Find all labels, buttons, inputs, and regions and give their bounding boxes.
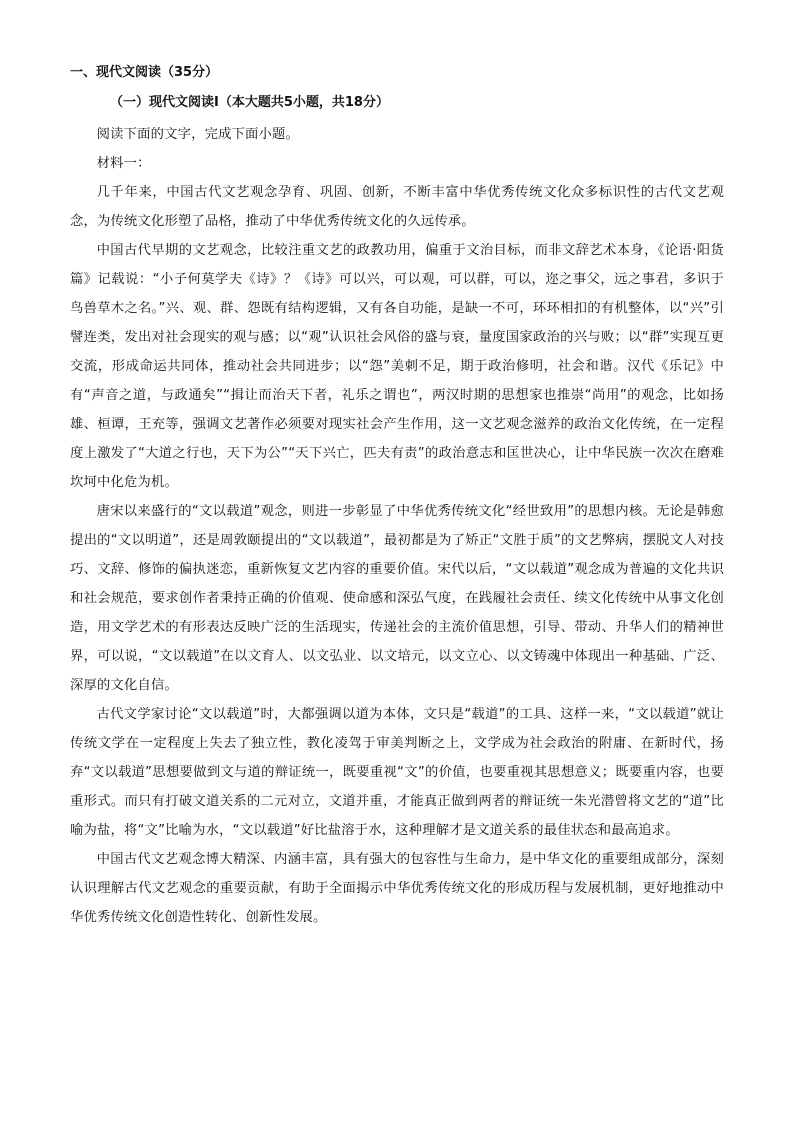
paragraph: 几千年来，中国古代文艺观念孕育、巩固、创新，不断丰富中华优秀传统文化众多标识性的古代文艺观念，为传统文化形塑了品格，推动了中华优秀传统文化的久远传承。 [70, 185, 724, 229]
paragraph: 古代文学家讨论“文以载道”时，大都强调以道为本体，文只是“载道”的工具、这样一来，“文以载道”就让传统文学在一定程度上失去了独立性，教化凌驾于审美判断之上，文学成为社会政治的附庸、在新时代，扬弃“文以载道”思想要做到文与道的辩证统一，既要重视“文”的价值，也要重视其思想意义；既要重内容，也要重形式。而只有打破文道关系的二元对立，文道并重，才能真正做到两者的辩证统一朱光潜曾将文艺的“道”比喻为盐，将“文”比喻为水，“文以载道”好比盐溶于水，这种理解才是文道关系的最佳状态和最高追求。 [70, 707, 724, 838]
paragraph: 中国古代早期的文艺观念，比较注重文艺的政教功用，偏重于文治目标，而非文辞艺术本身，《论语·阳货篇》记载说：“小子何莫学夫《诗》？《诗》可以兴，可以观，可以群，可以，迩之事父，远之事君，多识于鸟兽草木之名。”兴、观、群、怨既有结构逻辑，又有各自功能，是缺一不可，环环相扣的有机整体，以“兴”引譬连类，发出对社会现实的观与感；以“观”认识社会风俗的盛与衰，量度国家政治的兴与败；以“群”实现互更交流，形成命运共同体，推动社会共同进步；以“怨”美刺不足，期于政治修明，社会和谐。汉代《乐记》中有“声音之道，与政通矣”“揖让而治天下者，礼乐之谓也”，两汉时期的思想家也推崇“尚用”的观念，比如扬雄、桓谭，王充等，强调文艺著作必须要对现实社会产生作用，这一文艺观念滋养的政治文化传统，在一定程度上激发了“大道之行也，天下为公”“天下兴亡，匹夫有责”的政治意志和匡世决心，让中华民族一次次在磨难坎坷中化危为机。 [70, 243, 724, 490]
paragraph: 唐宋以来盛行的“文以载道”观念，则进一步彰显了中华优秀传统文化“经世致用”的思想内核。无论是韩愈提出的“文以明道”，还是周敦颐提出的“文以载道”，最初都是为了矫正“文胜于质”的文艺弊病，摆脱文人对技巧、文辞、修饰的偏执迷恋，重新恢复文艺内容的重要价值。宋代以后，“文以载道”观念成为普遍的文化共识和社会规范，要求创作者秉持正确的价值观、使命感和深弘气度，在践履社会责任、续文化传统中从事文化创造，用文学艺术的有形表达反映广泛的生活现实，传递社会的主流价值思想，引导、带动、升华人们的精神世界，可以说，“文以载道”在以文育人、以文弘业、以文培元，以文立心、以文铸魂中体现出一种基础、广泛、深厚的文化自信。 [70, 504, 724, 693]
document-page [70, 62, 724, 932]
paragraph: 中国古代文艺观念博大精深、内涵丰富，具有强大的包容性与生命力，是中华文化的重要组成部分，深刻认识理解古代文艺观念的重要贡献，有助于全面揭示中华优秀传统文化的形成历程与发展机制，更好地推动中华优秀传统文化创造性转化、创新性发展。 [70, 852, 724, 925]
material-label: 材料一： [96, 156, 151, 171]
section-subheading: （一）现代文阅读Ⅰ（本大题共5小题，共18分） [110, 95, 389, 110]
instructions-text: 阅读下面的文字，完成下面小题。 [96, 127, 300, 142]
section-heading: 一、现代文阅读（35分） [70, 65, 219, 80]
